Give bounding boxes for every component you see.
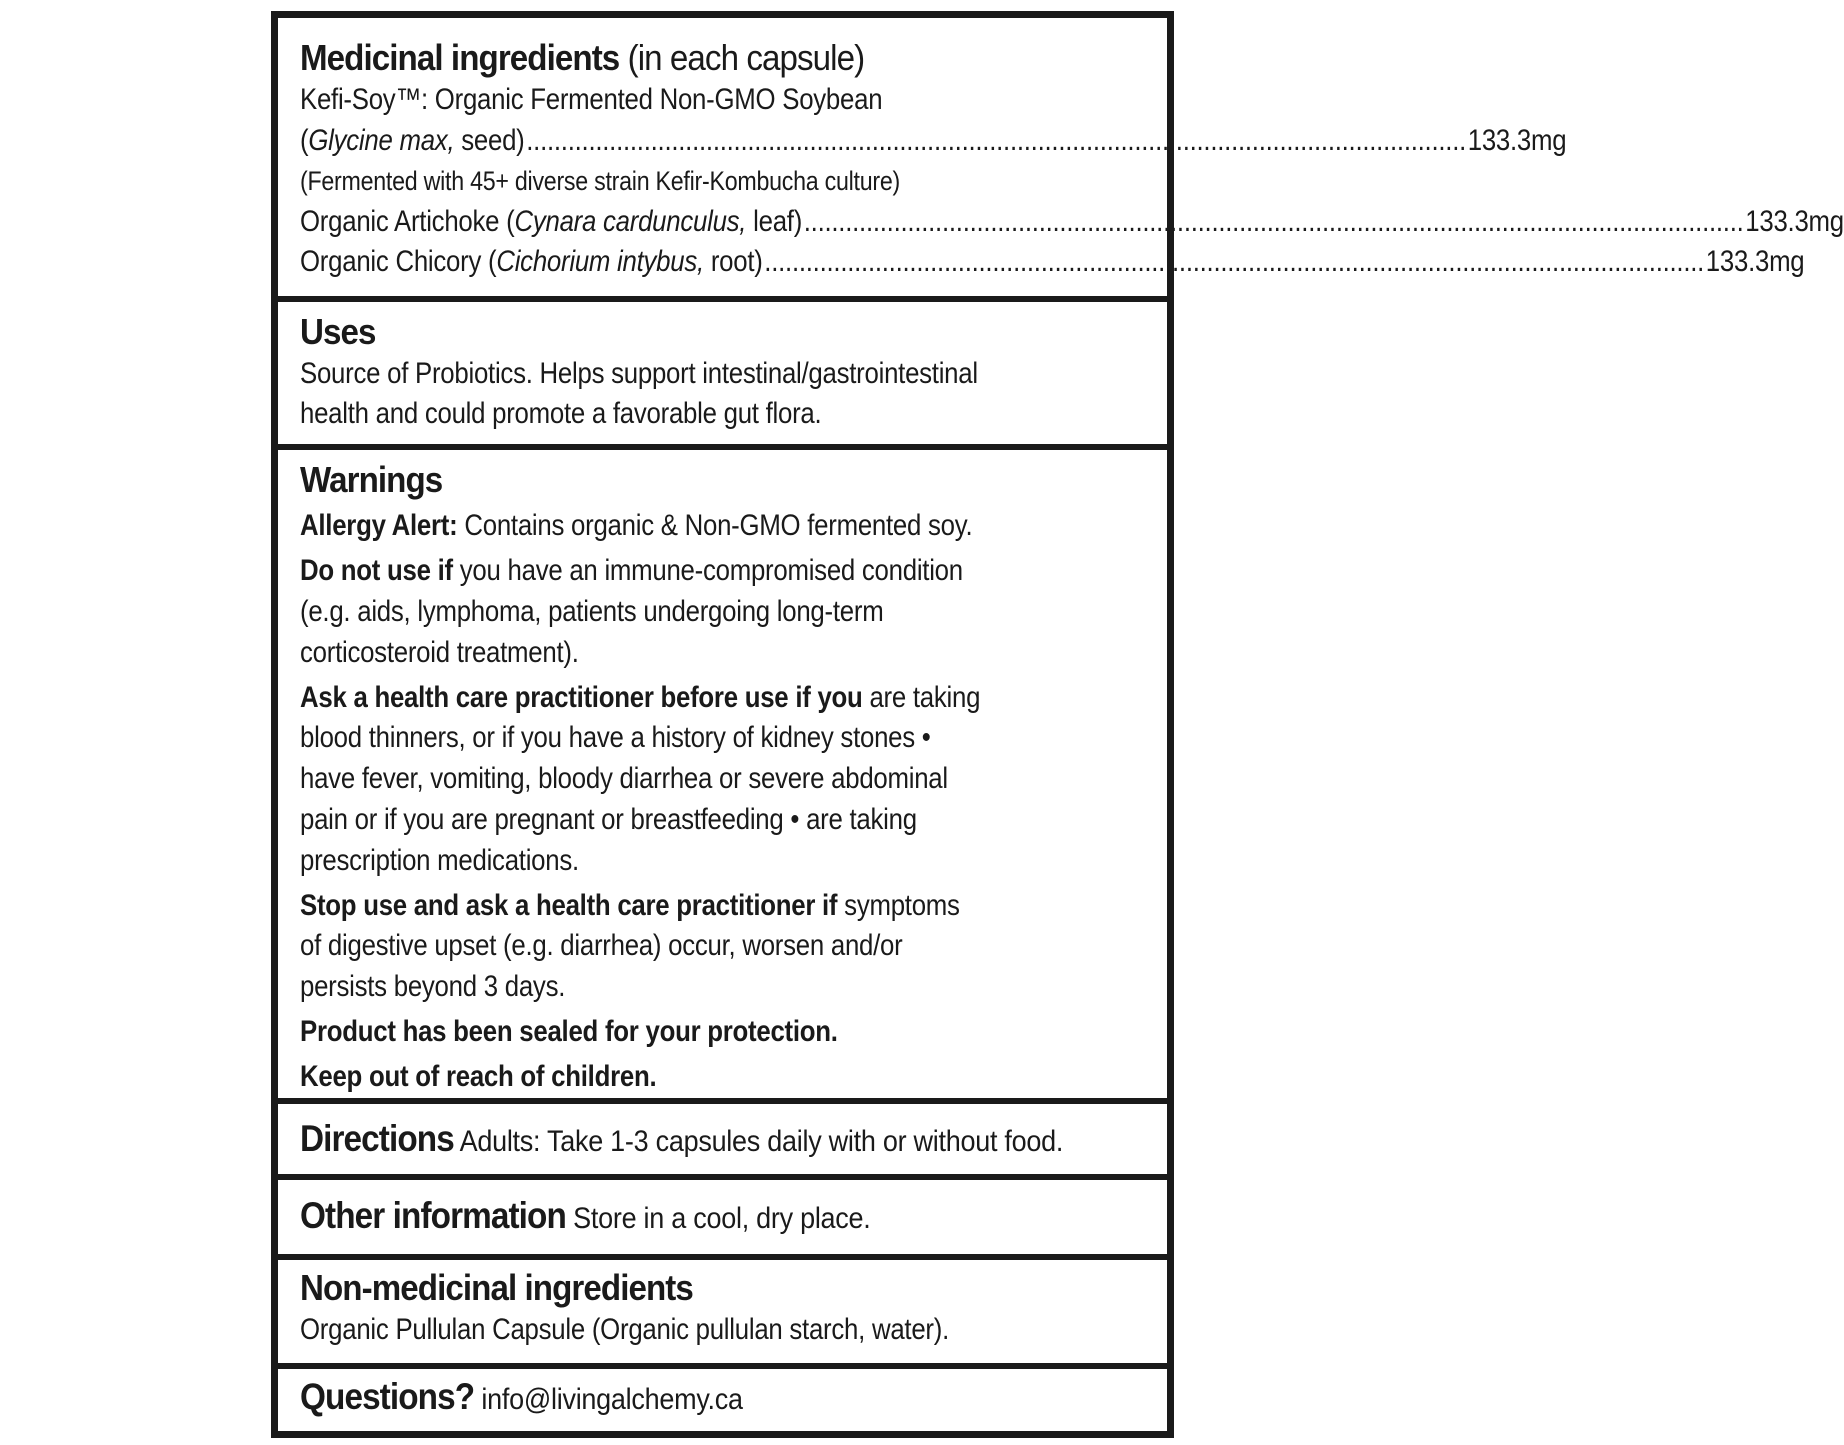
non-medicinal-section xyxy=(278,1260,1167,1369)
questions-section xyxy=(278,1369,1167,1431)
stop-use-warning xyxy=(300,886,1145,1008)
soybean-row xyxy=(300,121,1567,162)
artichoke-amount: 133.3mg xyxy=(1745,204,1844,238)
directions-heading: Directions xyxy=(300,1117,454,1159)
medicinal-ingredients-heading xyxy=(300,36,1077,80)
other-information-section xyxy=(278,1180,1167,1260)
children-notice xyxy=(300,1057,1145,1098)
uses-heading: Uses xyxy=(300,310,376,352)
medicinal-ingredients-section xyxy=(278,18,1844,302)
warnings-section xyxy=(278,450,1167,1103)
soy-open-paren: ( xyxy=(300,123,309,157)
ask-practitioner-label: Ask a health care practitioner before use if you xyxy=(300,680,863,714)
stop-line-3: persists beyond 3 days. xyxy=(300,970,566,1004)
capsule-note: (in each capsule) xyxy=(627,37,865,78)
allergy-alert xyxy=(300,506,1145,547)
chicory-row xyxy=(300,242,1805,283)
contact-email[interactable]: info@livingalchemy.ca xyxy=(474,1382,743,1416)
stop-line-2: of digestive upset (e.g. diarrhea) occur, worsen and/or xyxy=(300,929,903,963)
ask-line-2: blood thinners, or if you have a history of kidney stones • xyxy=(300,721,931,755)
ask-line-4: pain or if you are pregnant or breastfeeding • are taking xyxy=(300,803,917,836)
chicory-latin-name: Cichorium intybus, xyxy=(496,245,704,278)
other-information-heading: Other information xyxy=(300,1194,566,1236)
chicory-amount: 133.3mg xyxy=(1705,245,1805,278)
allergy-label: Allergy Alert: xyxy=(300,509,458,543)
directions-section xyxy=(278,1104,1167,1180)
ask-line-1: are taking xyxy=(862,680,981,714)
children-text: Keep out of reach of children. xyxy=(300,1059,657,1093)
uses-line-2: health and could promote a favorable gut flora. xyxy=(300,397,822,431)
other-information-text: Store in a cool, dry place. xyxy=(565,1201,871,1235)
warnings-heading: Warnings xyxy=(300,459,443,501)
do-not-use-label: Do not use if xyxy=(300,554,453,588)
artichoke-row xyxy=(300,202,1844,243)
product-label xyxy=(271,11,1844,1438)
ask-line-3: have fever, vomiting, bloody diarrhea or severe abdominal xyxy=(300,762,948,796)
directions-text: Adults: Take 1-3 capsules daily with or without food. xyxy=(453,1124,1064,1158)
uses-section xyxy=(278,302,1167,450)
do-not-use-line-3: corticosteroid treatment). xyxy=(300,635,579,669)
artichoke-name: Organic Artichoke ( xyxy=(300,204,515,238)
fermented-note: (Fermented with 45+ diverse strain Kefir-Kombucha culture) xyxy=(300,166,900,196)
uses-line-1: Source of Probiotics. Helps support intestinal/gastrointestinal xyxy=(300,356,978,390)
artichoke-part: leaf) xyxy=(746,204,803,238)
ask-line-5: prescription medications. xyxy=(300,843,579,877)
sealed-text: Product has been sealed for your protection. xyxy=(300,1014,838,1048)
chicory-part: root) xyxy=(703,245,763,278)
soy-amount: 133.3mg xyxy=(1467,123,1567,157)
leader-dots: ........................................................................................................................................ xyxy=(526,123,1467,157)
do-not-use-line-1: you have an immune-compromised condition xyxy=(452,554,963,588)
kefi-soy-line: Kefi-Soy™: Organic Fermented Non-GMO Soybean xyxy=(300,83,883,116)
soy-part: seed) xyxy=(454,123,525,157)
chicory-name: Organic Chicory ( xyxy=(300,245,497,278)
sealed-notice xyxy=(300,1012,1145,1053)
artichoke-latin-name: Cynara cardunculus, xyxy=(514,204,747,238)
non-medicinal-heading: Non-medicinal ingredients xyxy=(300,1267,693,1309)
leader-dots: ........................................................................................................................................ xyxy=(764,245,1705,278)
stop-use-label: Stop use and ask a health care practitioner if xyxy=(300,888,838,922)
non-medicinal-text: Organic Pullulan Capsule (Organic pullulan starch, water). xyxy=(300,1313,949,1347)
stop-line-1: symptoms xyxy=(837,888,960,922)
soy-latin-name: Glycine max, xyxy=(308,123,455,157)
leader-dots: ........................................................................................................................................ xyxy=(803,204,1744,238)
ask-practitioner-warning xyxy=(300,678,1145,882)
questions-heading: Questions? xyxy=(300,1375,475,1417)
do-not-use-line-2: (e.g. aids, lymphoma, patients undergoing long-term xyxy=(300,595,884,629)
do-not-use-warning xyxy=(300,551,1145,673)
medicinal-ingredients-title: Medicinal ingredients xyxy=(300,37,620,78)
allergy-text: Contains organic & Non-GMO fermented soy. xyxy=(457,509,973,543)
